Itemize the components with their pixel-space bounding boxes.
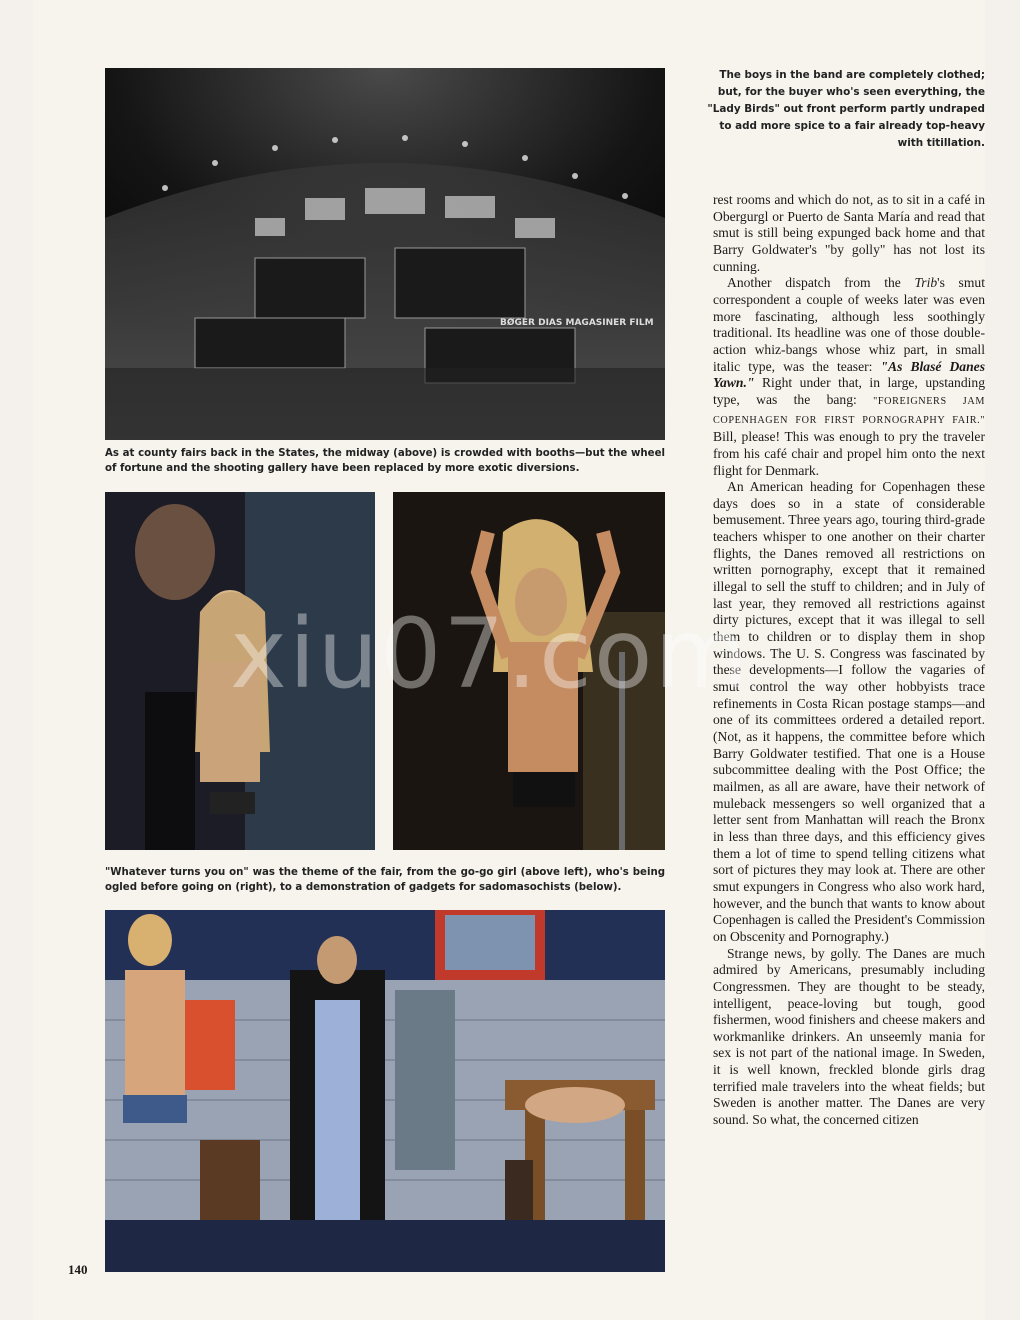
- trib-title: Trib: [914, 275, 938, 291]
- article-paragraph-3: An American heading for Copenhagen these days does so in a state of considerable bemusement. Three years ago, touring third-grade teachers whisper to one another on their charter flights, the Danes removed all restrictions on written pornography, except that it remained illegal to sell the stuff to children; and in July of last year, they removed all restrictions against dirty pictures, except that it was illegal to sell them to children or to display them in shop windows. The U. S. Congress was fascinated by these developments—I follow the vagaries of smut control the way other hobbyists trace refinements in Costa Rican postage stamps—and one of its committees ordered a detailed report. (Not, as it happens, the committee before which Barry Goldwater testified. That one is a House subcommittee dealing with the Post Office; the mailmen, as all are aware, have their network of muleback messengers so well organized that a letter sent from Manhattan will reach the Bronx in less than three days, and this efficiency gives them a lot of time to spend telling citizens what sort of pictures they may look at. There are other smut expungers in Congress who also work hard, however, and the bunch that wants to know about Copenhagen is called the President's Commission on Obscenity and Pornography.): [713, 479, 985, 944]
- stage-illustration: [105, 910, 665, 1272]
- caption-band: The boys in the band are completely clothed; but, for the buyer who's seen everything, the "Lady Birds" out front perform partly undraped to add more spice to a fair already top-heavy with titillation.: [707, 69, 985, 149]
- caption-midway: As at county fairs back in the States, the midway (above) is crowded with booths—but the wheel of fortune and the shooting gallery have been replaced by more exotic diversions.: [105, 448, 665, 474]
- magazine-page: [33, 0, 985, 1320]
- page-number: 140: [68, 1262, 88, 1277]
- article-paragraph-1: rest rooms and which do not, as to sit in a café in Obergurgl or Puerto de Santa María and read that smut is still being expunged back home and that Barry Goldwater's "by golly" has not lost its cunning.: [713, 192, 985, 274]
- article-paragraph-4: Strange news, by golly. The Danes are much admired by Americans, presumably including Congressmen. They are thought to be steady, intelligent, peace-loving but tough, good fishermen, wood finishers and cheese makers and workmanlike drinkers. An unseemly mania for sex is not part of the national image. In Sweden, it is well known, freckled blonde girls drag terrified male travelers into the wheat fields; but Sweden is another matter. The Danes are very sound. So what, the concerned citizen: [713, 945, 985, 1128]
- caption-fair-theme: "Whatever turns you on" was the theme of the fair, from the go-go girl (above left), who's being ogled before going on (right), to a demonstration of gadgets for sadomasochists (below).: [105, 867, 665, 893]
- p2-text-d: Bill, please! This was enough to pry the traveler from his café chair and propel him onto the next flight for Denmark.: [713, 429, 985, 478]
- p2-text-a: Another dispatch from the: [727, 275, 915, 291]
- teaser-headline: "As Blasé Danes Yawn.": [713, 358, 985, 391]
- dancing-girl-illustration: [393, 492, 665, 850]
- photo-dancing-girl: [393, 492, 665, 850]
- article-paragraph-2: [713, 275, 985, 479]
- article-column: [713, 192, 985, 1129]
- ogled-girl-illustration: [105, 492, 375, 850]
- photo-stage-demonstration: [105, 910, 665, 1272]
- watermark: xiu07.com: [230, 598, 751, 710]
- midway-illustration: [105, 68, 665, 440]
- midway-sign: BØGER DIAS MAGASINER FILM: [500, 318, 654, 328]
- photo-ogled-girl: [105, 492, 375, 850]
- photo-midway: [105, 68, 665, 440]
- p2-text-b: 's smut correspondent a couple of weeks later was even more fascinating, although less soothingly traditional. Its headline was one of those double-action whiz-bangs whose whiz part, in small italic type, was the teaser:: [713, 275, 985, 374]
- p2-text-c: Right under that, in large, upstanding type, was the bang:: [713, 375, 985, 407]
- bang-headline: "FOREIGNERS JAM COPENHAGEN FOR FIRST PORNOGRAPHY FAIR.": [713, 395, 985, 426]
